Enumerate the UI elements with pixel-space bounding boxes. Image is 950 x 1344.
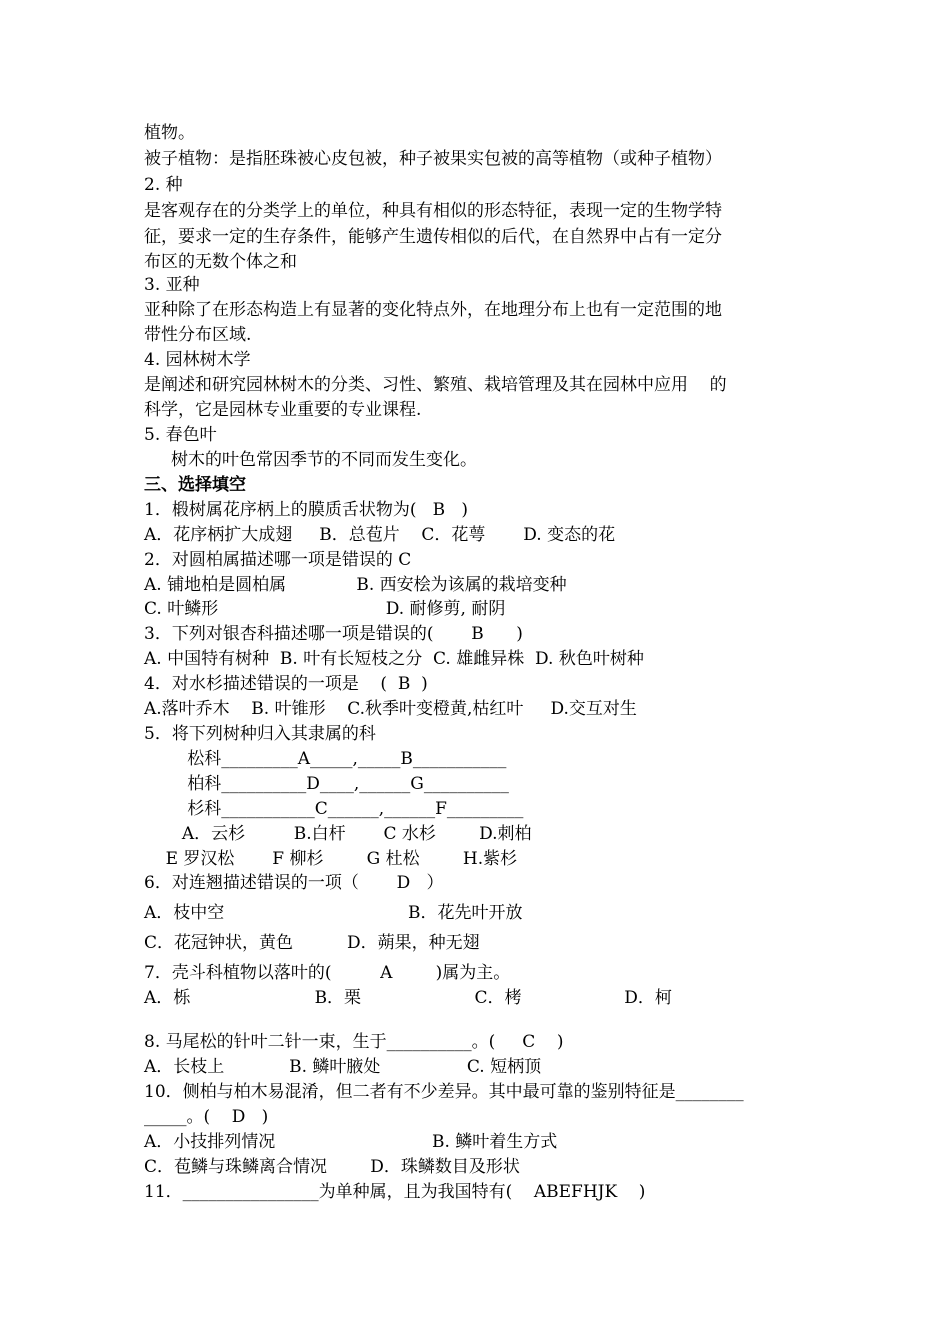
question-line: _____。( D ) [144, 1107, 269, 1127]
question-line: 3．下列对银杏科描述哪一项是错误的( B ) [144, 624, 523, 644]
question-line: 7．壳斗科植物以落叶的( A )属为主。 [144, 963, 511, 983]
question-line: 8. 马尾松的针叶二针一束，生于__________。( C ) [144, 1032, 564, 1052]
text-line: 树木的叶色常因季节的不同而发生变化。 [144, 450, 478, 470]
fill-line: 松科_________A_____,_____B___________ [144, 749, 507, 769]
question-line: 2．对圆柏属描述哪一项是错误的 C [144, 550, 412, 570]
options-line: A.落叶乔木 B. 叶锥形 C.秋季叶变橙黄,枯红叶 D.交互对生 [144, 699, 637, 719]
options-line: A．栎 B．栗 C．栲 D．柯 [144, 988, 672, 1008]
options-line: A．枝中空 B．花先叶开放 [144, 903, 523, 923]
options-line: E 罗汉松 F 柳杉 G 杜松 H.紫杉 [144, 849, 518, 869]
options-line: A．长枝上 B. 鳞叶腋处 C. 短柄顶 [144, 1057, 542, 1077]
options-line: C. 叶鳞形 D. 耐修剪, 耐阴 [144, 599, 506, 619]
options-line: A. 铺地柏是圆柏属 B. 西安桧为该属的栽培变种 [144, 575, 567, 595]
question-line: 11．________________为单种属，且为我国特有( ABEFHJK ) [144, 1182, 646, 1202]
question-line: 4．对水杉描述错误的一项是 ( B ) [144, 674, 428, 694]
options-line: C．苞鳞与珠鳞离合情况 D．珠鳞数目及形状 [144, 1157, 520, 1177]
part-heading: 三、选择填空 [144, 475, 246, 495]
text-line: 植物。 [144, 123, 195, 143]
options-line: A．花序柄扩大成翅 B．总苞片 C．花萼 D. 变态的花 [144, 525, 616, 545]
text-line: 被子植物：是指胚珠被心皮包被，种子被果实包被的高等植物（或种子植物） [144, 149, 722, 169]
text-line: 是阐述和研究园林树木的分类、习性、繁殖、栽培管理及其在园林中应用 的 [144, 375, 727, 395]
question-line: 10．侧柏与柏木易混淆，但二者有不少差异。其中最可靠的鉴别特征是________ [144, 1082, 744, 1102]
question-line: 6．对连翘描述错误的一项（ D ） [144, 873, 444, 893]
text-line: 亚种除了在形态构造上有显著的变化特点外，在地理分布上也有一定范围的地 [144, 300, 722, 320]
text-line: 布区的无数个体之和 [144, 252, 297, 272]
options-line: A．云杉 B.白杆 C 水杉 D.刺柏 [144, 824, 532, 844]
fill-line: 柏科__________D____,______G__________ [144, 774, 509, 794]
question-line: 1．椴树属花序柄上的膜质舌状物为( B ) [144, 500, 468, 520]
options-line: A. 中国特有树种 B. 叶有长短枝之分 C. 雄雌异株 D. 秋色叶树种 [144, 649, 644, 669]
section-heading: 2. 种 [144, 175, 183, 195]
text-line: 征，要求一定的生存条件，能够产生遗传相似的后代，在自然界中占有一定分 [144, 227, 722, 247]
section-heading: 3. 亚种 [144, 275, 200, 295]
options-line: C．花冠钟状，黄色 D．蒴果，种无翅 [144, 933, 480, 953]
options-line: A．小技排列情况 B. 鳞叶着生方式 [144, 1132, 558, 1152]
text-line: 科学，它是园林专业重要的专业课程. [144, 400, 422, 420]
section-heading: 5. 春色叶 [144, 425, 217, 445]
question-line: 5．将下列树种归入其隶属的科 [144, 724, 376, 744]
text-line: 是客观存在的分类学上的单位，种具有相似的形态特征，表现一定的生物学特 [144, 201, 722, 221]
fill-line: 杉科___________C______,______F_________ [144, 799, 524, 819]
text-line: 带性分布区域. [144, 325, 252, 345]
section-heading: 4. 园林树木学 [144, 350, 251, 370]
